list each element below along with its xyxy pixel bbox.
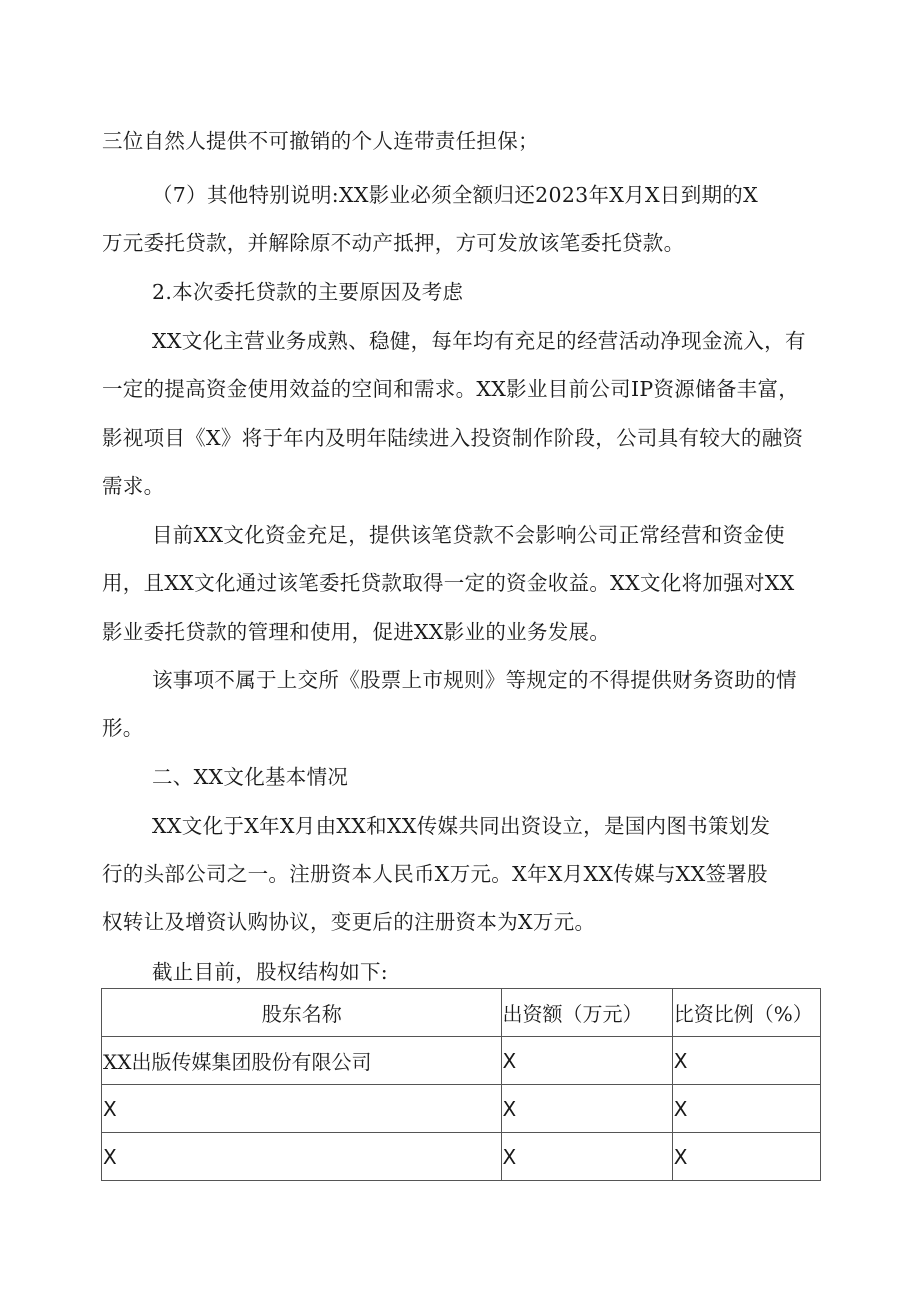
- paragraph-line: 用，且XX文化通过该笔委托贷款取得一定的资金收益。XX文化将加强对XX: [102, 571, 795, 595]
- table-row: [102, 1037, 821, 1085]
- paragraph-line: 万元委托贷款，并解除原不动产抵押，方可发放该笔委托贷款。: [102, 231, 685, 255]
- table-row: [102, 1133, 821, 1181]
- paragraph-line: 行的头部公司之一。注册资本人民币X万元。X年X月XX传媒与XX签署股: [102, 862, 768, 886]
- cell-capital-amount: X: [501, 1037, 672, 1085]
- paragraph-line: XX文化于X年X月由XX和XX传媒共同出资设立，是国内图书策划发: [152, 814, 771, 838]
- cell-shareholder-name: X: [102, 1085, 502, 1133]
- paragraph-line: 需求。: [102, 474, 165, 498]
- section-heading: 2.本次委托贷款的主要原因及考虑: [152, 280, 464, 304]
- cell-capital-ratio: X: [672, 1085, 820, 1133]
- equity-structure-table: [101, 988, 821, 1181]
- header-capital-ratio: 比资比例（%）: [672, 989, 820, 1037]
- paragraph-line: 三位自然人提供不可撤销的个人连带责任担保；: [102, 129, 539, 153]
- cell-capital-ratio: X: [672, 1037, 820, 1085]
- paragraph-line: 影业委托贷款的管理和使用，促进XX影业的业务发展。: [102, 620, 611, 644]
- cell-capital-ratio: X: [672, 1133, 820, 1181]
- table-row: [102, 1085, 821, 1133]
- cell-shareholder-name: XX出版传媒集团股份有限公司: [102, 1037, 502, 1085]
- cell-capital-amount: X: [501, 1085, 672, 1133]
- paragraph-line: 权转让及增资认购协议，变更后的注册资本为X万元。: [102, 910, 596, 934]
- section-heading: 二、XX文化基本情况: [152, 765, 349, 789]
- paragraph-line: 形。: [102, 716, 144, 740]
- paragraph-line: XX文化主营业务成熟、稳健，每年均有充足的经营活动净现金流入，有: [152, 329, 806, 353]
- paragraph-line: 该事项不属于上交所《股票上市规则》等规定的不得提供财务资助的情: [152, 668, 797, 692]
- header-shareholder-name: 股东名称: [102, 989, 502, 1037]
- cell-capital-amount: X: [501, 1133, 672, 1181]
- paragraph-line: （7）其他特别说明:XX影业必须全额归还2023年X月X日到期的X: [152, 183, 758, 207]
- table-header-row: [102, 989, 821, 1037]
- cell-shareholder-name: X: [102, 1133, 502, 1181]
- paragraph-line: 一定的提高资金使用效益的空间和需求。XX影业目前公司IP资源储备丰富，: [102, 377, 800, 401]
- paragraph-line: 影视项目《X》将于年内及明年陆续进入投资制作阶段，公司具有较大的融资: [102, 426, 804, 450]
- paragraph-line: 截止目前，股权结构如下:: [152, 960, 389, 984]
- paragraph-line: 目前XX文化资金充足，提供该笔贷款不会影响公司正常经营和资金使: [152, 523, 785, 547]
- header-capital-amount: 出资额（万元）: [501, 989, 672, 1037]
